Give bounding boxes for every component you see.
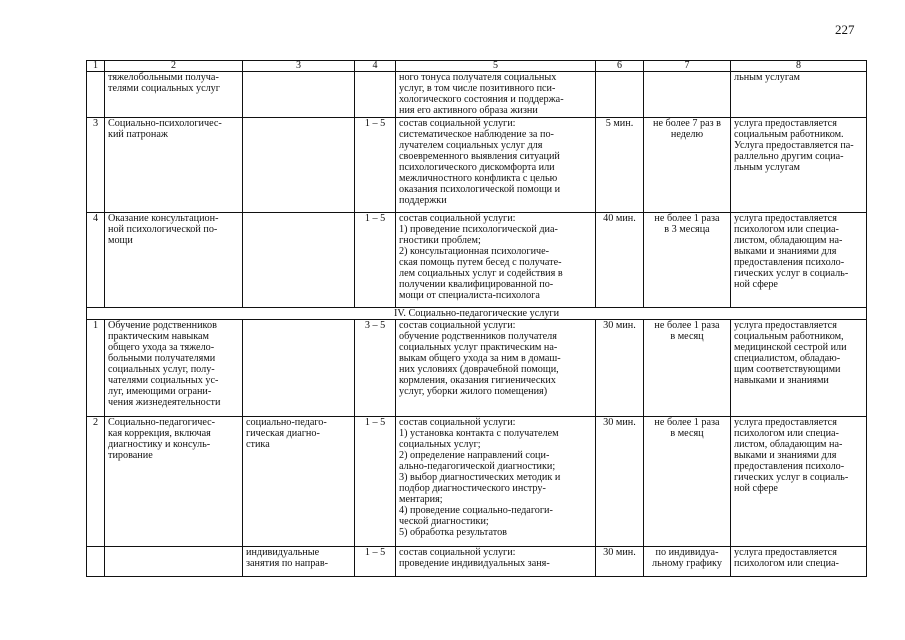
cell-line: выками и знаниями для (734, 450, 837, 461)
cell-line: состав социальной услуги: (399, 118, 516, 129)
duration-cell: 5 мин. (596, 118, 644, 213)
cell-line: предоставления психоло- (734, 257, 845, 268)
cell-line: гических услуг в социаль- (734, 268, 849, 279)
description-cell (396, 118, 596, 213)
cell-line: выкам общего ухода за ним в домаш- (399, 353, 561, 364)
provider-cell (731, 547, 867, 577)
cell-line: ская помощь путем бесед с получате- (399, 257, 562, 268)
cell-line: кормления, оказания гигиенических (399, 375, 556, 386)
cell-line: оказания психологической помощи и (399, 184, 561, 195)
cell-line: ментария; (399, 494, 443, 505)
cell-line: поддержки (399, 195, 447, 206)
cell-line: услуга предоставляется (734, 118, 837, 129)
service-name-cell (105, 72, 243, 118)
cell-line: индивидуальные (246, 547, 320, 558)
cell-line: получении квалифицированной по- (399, 279, 554, 290)
provider-cell (731, 320, 867, 417)
duration-cell (596, 72, 644, 118)
cell-line: них условиях (доврачебной помощи, (399, 364, 559, 375)
cell-line: кий патронаж (108, 129, 168, 140)
subservice-cell (243, 72, 355, 118)
service-name-cell (105, 417, 243, 547)
subservice-cell (243, 213, 355, 308)
category-cell: 1 – 5 (355, 547, 396, 577)
cell-line: щим соответствующими (734, 364, 841, 375)
cell-line: в месяц (670, 331, 704, 342)
table-row (87, 118, 867, 213)
cell-line: Социально-педагогичес- (108, 417, 216, 428)
cell-line: своевременного выявления ситуаций (399, 151, 560, 162)
cell-line: социальным работником. (734, 129, 844, 140)
header-cell: 6 (596, 61, 644, 72)
table-row (87, 320, 867, 417)
cell-line: состав социальной услуги: (399, 320, 516, 331)
provider-cell (731, 417, 867, 547)
cell-line: состав социальной услуги: (399, 547, 516, 558)
row-number-cell: 1 (87, 320, 105, 417)
cell-line: ной психологической по- (108, 224, 218, 235)
cell-line: чателями социальных ус- (108, 375, 219, 386)
category-cell: 1 – 5 (355, 417, 396, 547)
cell-line: неделю (670, 129, 704, 140)
cell-line: 2) определение направлений соци- (399, 450, 550, 461)
cell-line: социальных услуг, полу- (108, 364, 215, 375)
row-number-cell (87, 72, 105, 118)
cell-line: обучение родственников получателя (399, 331, 557, 342)
cell-line: ческой диагностики; (399, 516, 489, 527)
frequency-cell (644, 213, 731, 308)
cell-line: в месяц (670, 428, 704, 439)
service-name-cell (105, 320, 243, 417)
duration-cell: 40 мин. (596, 213, 644, 308)
cell-line: ной сфере (734, 483, 778, 494)
description-cell (396, 320, 596, 417)
cell-line: тяжелобольными получа- (108, 72, 219, 83)
cell-line: по индивидуа- (655, 547, 719, 558)
section-title: IV. Социально-педагогические услуги (87, 308, 867, 320)
page-number: 227 (835, 22, 855, 37)
frequency-cell (644, 320, 731, 417)
cell-line: 1) проведение психологической диа- (399, 224, 558, 235)
cell-line: луг, имеющими ограни- (108, 386, 212, 397)
cell-line: специалистом, обладаю- (734, 353, 841, 364)
cell-line: социальным работником, (734, 331, 844, 342)
row-number-cell (87, 547, 105, 577)
cell-line: не более 1 раза (654, 417, 720, 428)
cell-line: мощи (108, 235, 133, 246)
subservice-cell (243, 320, 355, 417)
services-table (86, 60, 867, 577)
cell-line: социальных услуг; (399, 439, 481, 450)
header-cell: 2 (105, 61, 243, 72)
cell-line: мощи от специалиста-психолога (399, 290, 540, 301)
cell-line: 5) обработка результатов (399, 527, 507, 538)
cell-line: психологического дискомфорта или (399, 162, 555, 173)
provider-cell (731, 72, 867, 118)
table-body (87, 61, 867, 577)
cell-line: в 3 месяца (664, 224, 710, 235)
cell-line: больными получателями (108, 353, 216, 364)
cell-line: стика (246, 439, 270, 450)
cell-line: диагностику и консуль- (108, 439, 211, 450)
row-number-cell: 3 (87, 118, 105, 213)
cell-line: Социально-психологичес- (108, 118, 222, 129)
cell-line: услуга предоставляется (734, 547, 837, 558)
cell-line: проведение индивидуальных заня- (399, 558, 550, 569)
description-cell (396, 213, 596, 308)
cell-line: 2) консультационная психологиче- (399, 246, 550, 257)
header-cell: 4 (355, 61, 396, 72)
row-number-cell: 2 (87, 417, 105, 547)
cell-line: не более 7 раз в (653, 118, 721, 129)
description-cell (396, 547, 596, 577)
duration-cell: 30 мин. (596, 320, 644, 417)
cell-line: практическим навыкам (108, 331, 209, 342)
cell-line: гностики проблем; (399, 235, 481, 246)
cell-line: не более 1 раза (654, 213, 720, 224)
table-row (87, 547, 867, 577)
table-row (87, 72, 867, 118)
cell-line: предоставления психоло- (734, 461, 845, 472)
frequency-cell (644, 547, 731, 577)
cell-line: раллельно другим социа- (734, 151, 844, 162)
category-cell: 3 – 5 (355, 320, 396, 417)
category-cell: 1 – 5 (355, 213, 396, 308)
category-cell (355, 72, 396, 118)
cell-line: кая коррекция, включая (108, 428, 211, 439)
cell-line: лем социальных услуг и содействия в (399, 268, 563, 279)
cell-line: услуга предоставляется (734, 320, 837, 331)
cell-line: навыками и знаниями (734, 375, 829, 386)
cell-line: общего ухода за тяжело- (108, 342, 215, 353)
table-row (87, 213, 867, 308)
cell-line: чения жизнедеятельности (108, 397, 221, 408)
cell-line: психологом или специа- (734, 428, 839, 439)
cell-line: листом, обладающим на- (734, 235, 843, 246)
subservice-cell (243, 417, 355, 547)
cell-line: психологом или специа- (734, 224, 839, 235)
provider-cell (731, 118, 867, 213)
cell-line: 4) проведение социально-педагоги- (399, 505, 553, 516)
cell-line: хологического состояния и поддержа- (399, 94, 564, 105)
cell-line: состав социальной услуги: (399, 417, 516, 428)
section-row (87, 308, 867, 320)
cell-line: ной сфере (734, 279, 778, 290)
duration-cell: 30 мин. (596, 547, 644, 577)
frequency-cell (644, 417, 731, 547)
cell-line: межличностного конфликта с целью (399, 173, 558, 184)
service-name-cell (105, 547, 243, 577)
cell-line: социально-педаго- (246, 417, 327, 428)
cell-line: не более 1 раза (654, 320, 720, 331)
row-number-cell: 4 (87, 213, 105, 308)
header-cell: 3 (243, 61, 355, 72)
cell-line: социальных услуг практическим на- (399, 342, 558, 353)
description-cell (396, 72, 596, 118)
table-row (87, 417, 867, 547)
provider-cell (731, 213, 867, 308)
cell-line: выками и знаниями для (734, 246, 837, 257)
duration-cell: 30 мин. (596, 417, 644, 547)
header-cell: 1 (87, 61, 105, 72)
cell-line: льным услугам (734, 72, 800, 83)
cell-line: льным услугам (734, 162, 800, 173)
cell-line: медицинской сестрой или (734, 342, 847, 353)
cell-line: услуг, уборки жилого помещения) (399, 386, 548, 397)
cell-line: лучателем социальных услуг для (399, 140, 543, 151)
cell-line: 1) установка контакта с получателем (399, 428, 559, 439)
subservice-cell (243, 118, 355, 213)
cell-line: 3) выбор диагностических методик и (399, 472, 561, 483)
cell-line: льному графику (652, 558, 722, 569)
cell-line: услуга предоставляется (734, 417, 837, 428)
header-cell: 7 (644, 61, 731, 72)
cell-line: Обучение родственников (108, 320, 217, 331)
cell-line: ного тонуса получателя социальных (399, 72, 557, 83)
cell-line: Услуга предоставляется па- (734, 140, 854, 151)
header-cell: 8 (731, 61, 867, 72)
cell-line: занятия по направ- (246, 558, 329, 569)
service-name-cell (105, 118, 243, 213)
cell-line: ально-педагогической диагностики; (399, 461, 556, 472)
header-cell: 5 (396, 61, 596, 72)
cell-line: услуга предоставляется (734, 213, 837, 224)
cell-line: состав социальной услуги: (399, 213, 516, 224)
subservice-cell (243, 547, 355, 577)
cell-line: гическая диагно- (246, 428, 320, 439)
frequency-cell (644, 72, 731, 118)
cell-line: ния его активного образа жизни (399, 105, 538, 116)
frequency-cell (644, 118, 731, 213)
category-cell: 1 – 5 (355, 118, 396, 213)
cell-line: листом, обладающим на- (734, 439, 843, 450)
cell-line: Оказание консультацион- (108, 213, 219, 224)
cell-line: гических услуг в социаль- (734, 472, 849, 483)
cell-line: психологом или специа- (734, 558, 839, 569)
header-row (87, 61, 867, 72)
cell-line: тирование (108, 450, 153, 461)
cell-line: телями социальных услуг (108, 83, 220, 94)
cell-line: услуг, в том числе позитивного пси- (399, 83, 556, 94)
service-name-cell (105, 213, 243, 308)
cell-line: подбор диагностического инстру- (399, 483, 546, 494)
cell-line: систематическое наблюдение за по- (399, 129, 554, 140)
description-cell (396, 417, 596, 547)
